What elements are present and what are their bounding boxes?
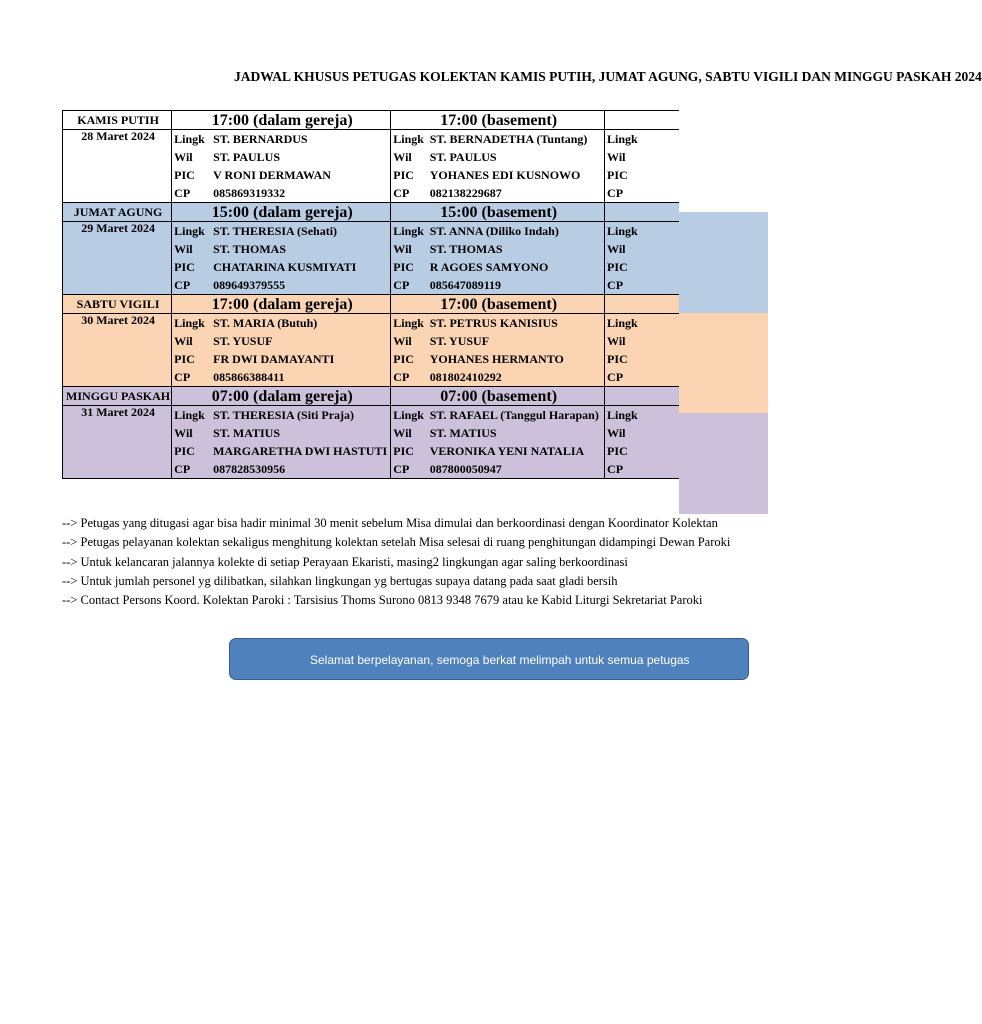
field-value: ST. ANNA (Diliko Indah) xyxy=(429,223,559,238)
field-value-next xyxy=(644,332,679,350)
slot-time: 07:00 (basement) xyxy=(391,387,605,406)
slot-time: 17:00 (dalam gereja) xyxy=(172,295,391,314)
day-header-row xyxy=(63,387,680,406)
note-line: --> Untuk jumlah personel yg dilibatkan, silahkan lingkungan yg bertugas supaya datang pada saat gladi bersih xyxy=(62,573,618,588)
field-label: Wil xyxy=(174,149,193,164)
day-name: MINGGU PASKAH xyxy=(63,387,172,406)
field-label: PIC xyxy=(605,166,644,184)
field-value-next xyxy=(644,240,679,258)
field-label: CP xyxy=(172,184,211,203)
field-label: Lingk xyxy=(174,223,205,238)
field-label: Lingk xyxy=(174,407,205,422)
field-label: CP xyxy=(172,368,211,387)
slot-time: 17:00 (basement) xyxy=(391,295,605,314)
field-label: CP xyxy=(391,460,428,479)
field-label: CP xyxy=(172,460,211,479)
field-label: PIC xyxy=(174,259,195,274)
field-label: Lingk xyxy=(174,131,205,146)
day-name: JUMAT AGUNG xyxy=(63,203,172,222)
note-line: --> Contact Persons Koord. Kolektan Paroki : Tarsisius Thoms Surono 0813 9348 7679 atau ke Kabid Liturgi Sekretariat Paroki xyxy=(62,593,703,608)
field-label: Lingk xyxy=(174,315,205,330)
field-value: ST. THERESIA (Siti Praja) xyxy=(213,407,355,422)
day-date: 28 Maret 2024 xyxy=(63,130,172,203)
field-label: Lingk xyxy=(391,130,428,149)
field-value: ST. MATIUS xyxy=(429,425,497,440)
slot-time: 17:00 (basement) xyxy=(391,111,605,130)
day-header-row xyxy=(63,203,680,222)
slot-time: 07:00 (dalam gereja) xyxy=(172,387,391,406)
field-value: 082138229687 xyxy=(428,184,605,203)
slot-time: 15:00 (dalam gereja) xyxy=(172,203,391,222)
field-value: MARGARETHA DWI HASTUTI xyxy=(213,443,388,458)
field-value-next xyxy=(644,406,679,425)
field-value-next xyxy=(644,258,679,276)
field-value: YOHANES HERMANTO xyxy=(429,351,564,366)
field-label: PIC xyxy=(391,166,428,184)
field-label: PIC xyxy=(391,350,428,368)
field-label: PIC xyxy=(391,258,428,276)
slot-time-next xyxy=(605,111,679,130)
field-value-next xyxy=(644,460,679,479)
day-date: 29 Maret 2024 xyxy=(63,222,172,295)
field-value: FR DWI DAMAYANTI xyxy=(213,351,335,366)
field-value: 085866388411 xyxy=(211,368,391,387)
slot-time-next xyxy=(605,295,679,314)
field-value: 087800050947 xyxy=(428,460,605,479)
field-value: ST. BERNARDUS xyxy=(213,131,308,146)
field-value: ST. MATIUS xyxy=(213,425,281,440)
notes-list xyxy=(62,514,730,610)
day-date: 30 Maret 2024 xyxy=(63,314,172,387)
field-value: ST. PETRUS KANISIUS xyxy=(429,315,558,330)
day-header-row xyxy=(63,111,680,130)
field-label: PIC xyxy=(174,351,195,366)
field-label: PIC xyxy=(174,167,195,182)
detail-row xyxy=(63,406,680,425)
field-label: CP xyxy=(605,460,644,479)
field-value-next xyxy=(644,130,679,149)
field-label: CP xyxy=(391,368,428,387)
field-label: CP xyxy=(172,276,211,295)
field-label: Lingk xyxy=(391,406,428,425)
field-value-next xyxy=(644,184,679,203)
field-label: Lingk xyxy=(605,130,644,149)
field-value-next xyxy=(644,148,679,166)
slot-time-next xyxy=(605,203,679,222)
field-value: ST. RAFAEL (Tanggul Harapan) xyxy=(429,407,599,422)
field-label: PIC xyxy=(174,443,195,458)
field-value: ST. THOMAS xyxy=(429,241,503,256)
field-value: ST. THERESIA (Sehati) xyxy=(213,223,338,238)
field-value: ST. THOMAS xyxy=(213,241,287,256)
field-label: PIC xyxy=(605,258,644,276)
field-value: ST. MARIA (Butuh) xyxy=(213,315,318,330)
field-label: PIC xyxy=(605,350,644,368)
day-date: 31 Maret 2024 xyxy=(63,406,172,479)
field-value: R AGOES SAMYONO xyxy=(429,259,549,274)
field-label: Wil xyxy=(174,241,193,256)
field-label: Lingk xyxy=(391,314,428,333)
field-value-next xyxy=(644,350,679,368)
field-value: CHATARINA KUSMIYATI xyxy=(213,259,357,274)
field-label: Wil xyxy=(605,148,644,166)
note-line: --> Untuk kelancaran jalannya kolekte di setiap Perayaan Ekaristi, masing2 lingkungan agar saling berkoordinasi xyxy=(62,554,628,569)
slot-time: 15:00 (basement) xyxy=(391,203,605,222)
field-label: Lingk xyxy=(605,222,644,241)
field-value: ST. YUSUF xyxy=(213,333,273,348)
field-value: ST. PAULUS xyxy=(213,149,281,164)
field-value-next xyxy=(644,314,679,333)
field-value-next xyxy=(644,222,679,241)
field-label: Lingk xyxy=(391,222,428,241)
field-label: Lingk xyxy=(605,406,644,425)
footer-message: Selamat berpelayanan, semoga berkat melimpah untuk semua petugas xyxy=(310,653,690,667)
field-label: Wil xyxy=(391,332,428,350)
detail-row xyxy=(63,130,680,149)
field-label: CP xyxy=(391,276,428,295)
note-line: --> Petugas pelayanan kolektan sekaligus menghitung kolektan setelah Misa selesai di ruang penghitungan didampingi Dewan Paroki xyxy=(62,535,731,550)
field-value: VERONIKA YENI NATALIA xyxy=(429,443,585,458)
field-label: Wil xyxy=(391,424,428,442)
detail-row xyxy=(63,222,680,241)
sabtu-band-edge xyxy=(679,313,768,413)
footer-message-box xyxy=(229,638,749,680)
field-label: PIC xyxy=(605,442,644,460)
day-name: SABTU VIGILI xyxy=(63,295,172,314)
slot-time: 17:00 (dalam gereja) xyxy=(172,111,391,130)
field-label: Wil xyxy=(605,424,644,442)
schedule-table xyxy=(62,110,679,479)
field-value: 081802410292 xyxy=(428,368,605,387)
field-value: ST. PAULUS xyxy=(429,149,497,164)
field-value: 085647089119 xyxy=(428,276,605,295)
field-value: YOHANES EDI KUSNOWO xyxy=(429,167,581,182)
field-value: V RONI DERMAWAN xyxy=(213,167,331,182)
field-value-next xyxy=(644,368,679,387)
field-value: ST. YUSUF xyxy=(429,333,490,348)
field-label: Wil xyxy=(391,148,428,166)
field-label: Wil xyxy=(391,240,428,258)
page-title: JADWAL KHUSUS PETUGAS KOLEKTAN KAMIS PUTIH, JUMAT AGUNG, SABTU VIGILI DAN MINGGU PASKAH 2024 xyxy=(234,69,982,84)
field-value: 085869319332 xyxy=(211,184,391,203)
field-label: Wil xyxy=(605,240,644,258)
field-label: Wil xyxy=(174,425,193,440)
field-label: CP xyxy=(605,276,644,295)
field-label: Wil xyxy=(174,333,193,348)
day-header-row xyxy=(63,295,680,314)
slot-time-next xyxy=(605,387,679,406)
jumat-band-edge xyxy=(679,212,768,313)
field-label: Lingk xyxy=(605,314,644,333)
field-value-next xyxy=(644,276,679,295)
field-label: Wil xyxy=(605,332,644,350)
field-value-next xyxy=(644,442,679,460)
field-value-next xyxy=(644,166,679,184)
day-name: KAMIS PUTIH xyxy=(63,111,172,130)
field-value: ST. BERNADETHA (Tuntang) xyxy=(429,131,588,146)
minggu-band-edge xyxy=(679,413,768,514)
field-label: CP xyxy=(605,184,644,203)
field-label: PIC xyxy=(391,442,428,460)
detail-row xyxy=(63,314,680,333)
field-label: CP xyxy=(605,368,644,387)
field-value: 089649379555 xyxy=(211,276,391,295)
field-label: CP xyxy=(391,184,428,203)
field-value-next xyxy=(644,424,679,442)
field-value: 087828530956 xyxy=(211,460,391,479)
note-line: --> Petugas yang ditugasi agar bisa hadir minimal 30 menit sebelum Misa dimulai dan berkoordinasi dengan Koordinator Kolektan xyxy=(62,516,718,530)
